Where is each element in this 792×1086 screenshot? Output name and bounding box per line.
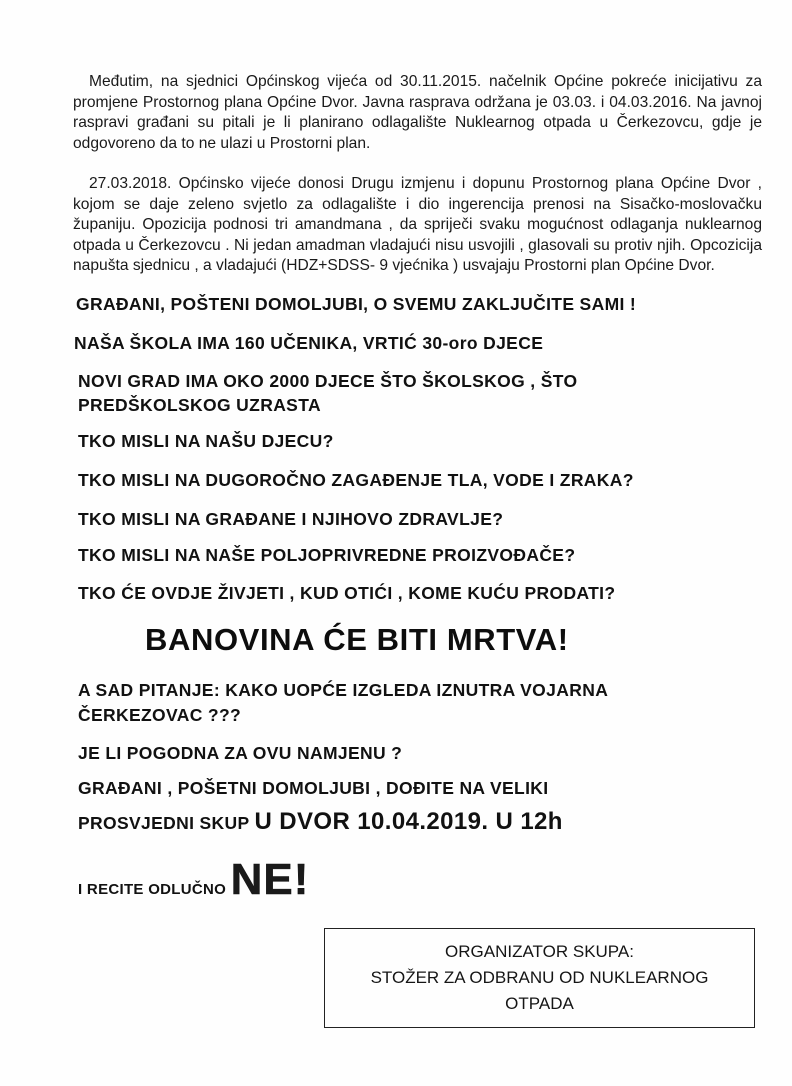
organizer-name-line2: OTPADA [505, 994, 574, 1013]
statement-school-kindergarten: NAŠA ŠKOLA IMA 160 UČENIKA, VRTIĆ 30-oro DJECE [74, 333, 544, 353]
question-our-children: TKO MISLI NA NAŠU DJECU? [78, 431, 334, 451]
call-to-citizens: GRAĐANI , POŠETNI DOMOLJUBI , DOĐITE NA VELIKI [78, 778, 549, 798]
rally-place-date: U DVOR 10.04.2019. U 12h [254, 808, 563, 835]
organizer-title: ORGANIZATOR SKUPA: [445, 942, 634, 961]
say-label: I RECITE ODLUČNO [78, 881, 231, 898]
question-barracks-line1: A SAD PITANJE: KAKO UOPĆE IZGLEDA IZNUTRA VOJARNA [78, 680, 609, 700]
paragraph-spatial-plan-initiative: Međutim, na sjednici Općinskog vijeća od 30.11.2015. načelnik Općine pokreće inicijativu za promjene Prostornog plana Općine Dvor. Javna rasprava održana je 03.03. i 04.03.2016. Na javnoj raspravi građani su pitali je li planirano odlagalište Nuklearnog otpada u Čerkezovcu, gdje je odgovoreno da to ne ulazi u Prostorni plan. [73, 73, 762, 152]
question-citizens-health: TKO MISLI NA GRAĐANE I NJIHOVO ZDRAVLJE? [78, 509, 504, 529]
question-pollution: TKO MISLI NA DUGOROČNO ZAGAĐENJE TLA, VODE I ZRAKA? [78, 470, 634, 490]
organizer-name-line1: STOŽER ZA ODBRANU OD NUKLEARNOG [370, 968, 709, 987]
rally-label: PROSVJEDNI SKUP [78, 813, 255, 833]
paragraph-council-decision: 27.03.2018. Općinsko vijeće donosi Drugu izmjenu i dopunu Prostornog plana Općine Dvor , kojom se daje zeleno svjetlo za odlagalište i dio ingerencija prenosi na Sisačko-moslovačku županiju. Opozicija podnosi tri amandmana , da spriječi svaku mogućnost odlaganja nuklearnog otpada u Čerkezovcu . Ni jedan amadman vladajući nisu usvojili , glasovali su protiv njih. Opcozicija napušta sjednicu , a vladajući (HDZ+SDSS- 9 vjećnika ) usvajaju Prostorni plan Općine Dvor. [73, 175, 762, 274]
question-farmers: TKO MISLI NA NAŠE POLJOPRIVREDNE PROIZVOĐAČE? [78, 545, 576, 565]
statement-novi-grad-children-line2: PREDŠKOLSKOG UZRASTA [78, 395, 321, 415]
statement-novi-grad-children-line1: NOVI GRAD IMA OKO 2000 DJECE ŠTO ŠKOLSKOG , ŠTO [78, 371, 578, 391]
organizer-box [324, 928, 755, 1028]
question-barracks-line2: ČERKEZOVAC ??? [78, 705, 242, 725]
rally-announcement [78, 808, 563, 836]
say-no-line [78, 855, 309, 905]
slogan-citizens-decide: GRAĐANI, POŠTENI DOMOLJUBI, O SVEMU ZAKLJUČITE SAMI ! [76, 294, 637, 314]
big-no: NE! [230, 855, 310, 904]
question-suitability: JE LI POGODNA ZA OVU NAMJENU ? [78, 743, 403, 763]
question-who-will-live-here: TKO ĆE OVDJE ŽIVJETI , KUD OTIĆI , KOME KUĆU PRODATI? [78, 583, 616, 603]
headline-banovina: BANOVINA ĆE BITI MRTVA! [145, 622, 569, 657]
